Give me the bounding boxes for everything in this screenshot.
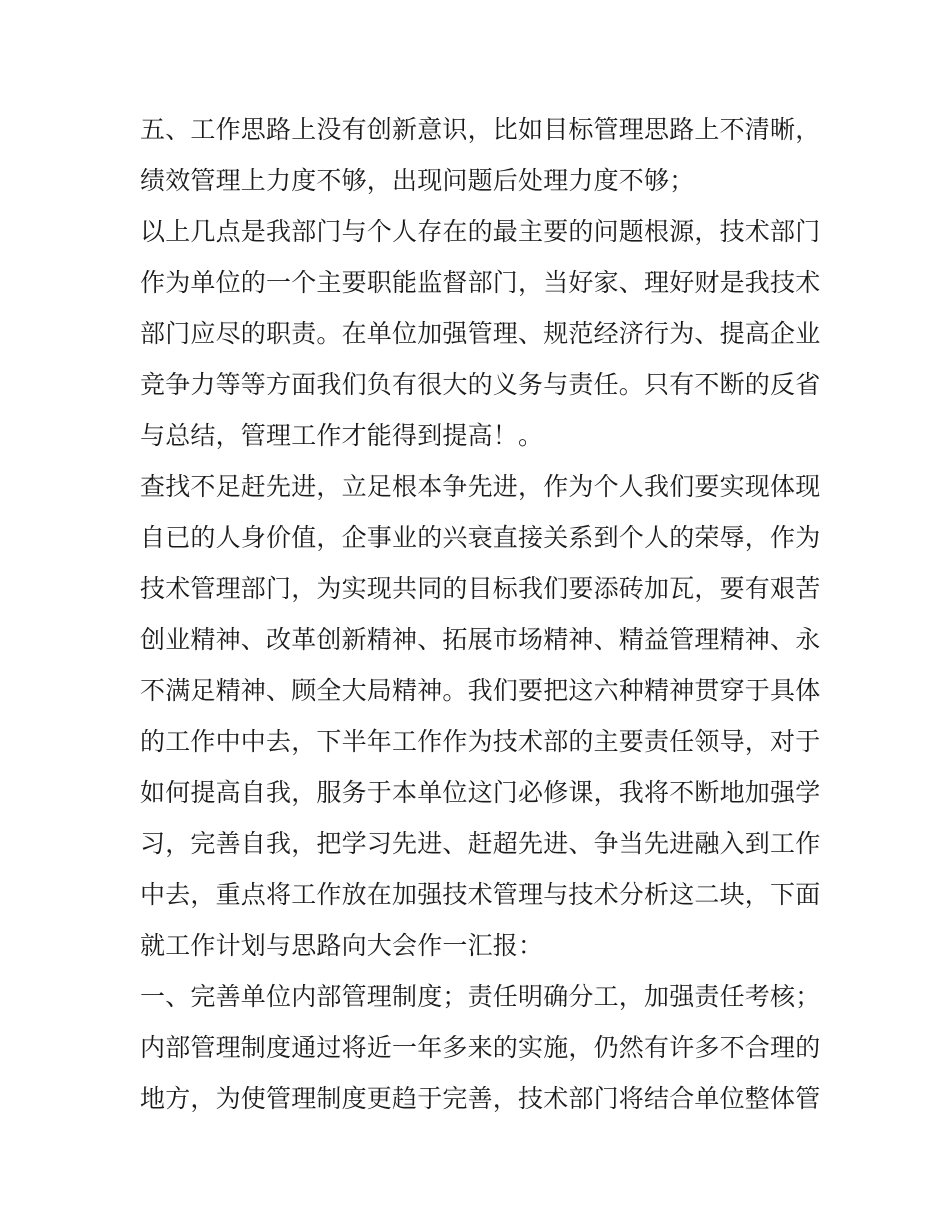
text-line: 以上几点是我部门与个人存在的最主要的问题根源，技术部门	[140, 217, 821, 246]
text-line: 作为单位的一个主要职能监督部门，当好家、理好财是我技术	[140, 268, 821, 297]
text-line: 竞争力等等方面我们负有很大的义务与责任。只有不断的反省	[140, 370, 821, 399]
text-line: 中去，重点将工作放在加强技术管理与技术分析这二块，下面	[140, 880, 821, 909]
text-line: 查找不足赶先进，立足根本争先进，作为个人我们要实现体现	[140, 472, 821, 501]
text-line: 一、完善单位内部管理制度；责任明确分工，加强责任考核；	[140, 982, 821, 1011]
text-line: 如何提高自我，服务于本单位这门必修课，我将不断地加强学	[140, 778, 821, 807]
text-line: 技术管理部门，为实现共同的目标我们要添砖加瓦，要有艰苦	[140, 574, 821, 603]
text-line: 与总结，管理工作才能得到提高！。	[140, 421, 544, 450]
text-line: 绩效管理上力度不够，出现问题后处理力度不够；	[140, 166, 695, 195]
text-line: 习，完善自我，把学习先进、赶超先进、争当先进融入到工作	[140, 829, 821, 858]
document-body	[140, 104, 820, 1124]
text-line: 部门应尽的职责。在单位加强管理、规范经济行为、提高企业	[140, 319, 821, 348]
text-line: 创业精神、改革创新精神、拓展市场精神、精益管理精神、永	[140, 625, 821, 654]
text-line: 地方，为使管理制度更趋于完善，技术部门将结合单位整体管	[140, 1084, 821, 1113]
text-line: 的工作中中去，下半年工作作为技术部的主要责任领导，对于	[140, 727, 821, 756]
text-line: 内部管理制度通过将近一年多来的实施，仍然有许多不合理的	[140, 1033, 821, 1062]
text-line: 就工作计划与思路向大会作一汇报：	[140, 931, 544, 960]
text-line: 自已的人身价值，企事业的兴衰直接关系到个人的荣辱，作为	[140, 523, 821, 552]
text-line: 五、工作思路上没有创新意识，比如目标管理思路上不清晰，	[140, 115, 821, 144]
text-line: 不满足精神、顾全大局精神。我们要把这六种精神贯穿于具体	[140, 676, 821, 705]
